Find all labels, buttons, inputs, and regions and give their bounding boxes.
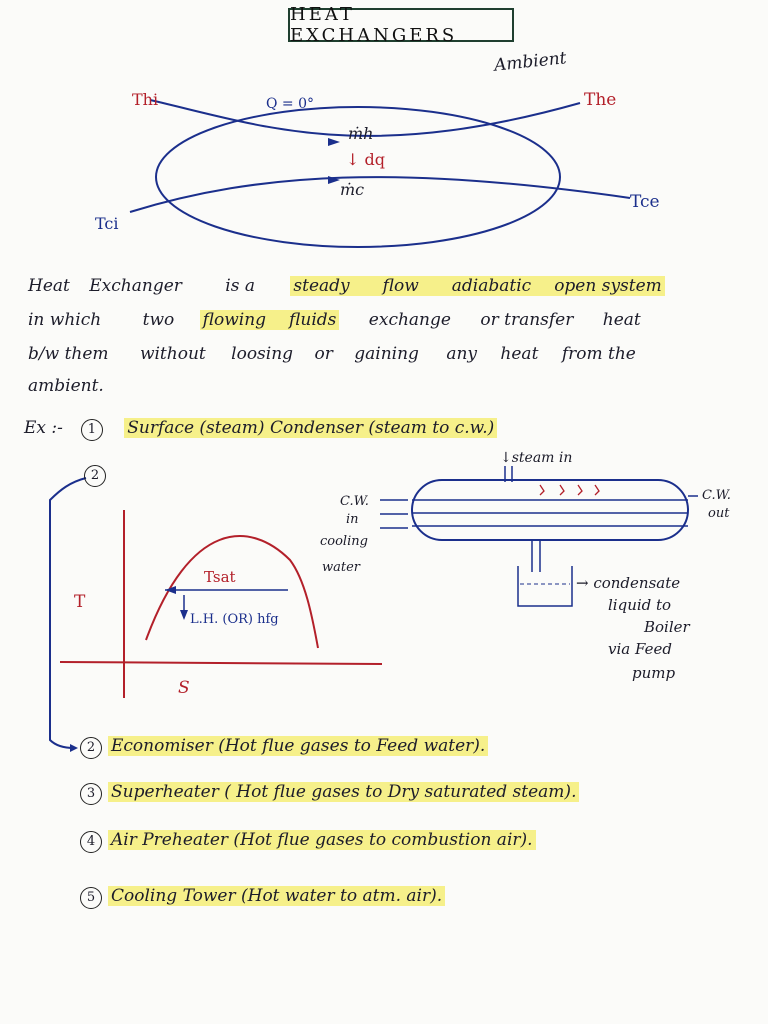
brace-icon <box>50 478 86 748</box>
page-title: HEAT EXCHANGERS <box>288 8 514 42</box>
ambient-label: Ambient <box>493 48 568 76</box>
condensate-label-3: Boiler <box>644 618 690 636</box>
s-axis-line <box>60 662 382 664</box>
tce-label: Tce <box>630 192 660 212</box>
t-axis-label: T <box>74 592 86 612</box>
cw-in-label-4: water <box>322 560 361 575</box>
definition-line-2: in which two flowing fluids exchange or transfer heat <box>28 310 641 330</box>
cold-stream-line <box>130 177 630 212</box>
brace-number-label: 2 <box>84 464 112 487</box>
mh-label: ṁh <box>348 124 374 143</box>
mc-label: ṁc <box>340 180 365 199</box>
definition-line-4: ambient. <box>28 376 104 396</box>
tsat-label: Tsat <box>204 568 236 586</box>
example-5: 5 Cooling Tower (Hot water to atm. air). <box>80 886 445 909</box>
cw-in-label-3: cooling <box>320 534 368 549</box>
thi-label: Thi <box>132 90 159 109</box>
example-3: 3 Superheater ( Hot flue gases to Dry saturated steam). <box>80 782 579 805</box>
steam-arrows-icon <box>540 485 599 495</box>
hotwell-tank <box>518 566 572 606</box>
lh-arrow-icon <box>180 610 188 620</box>
example-2: 2 Economiser (Hot flue gases to Feed water). <box>80 736 488 759</box>
cw-in-label-2: in <box>346 512 359 527</box>
dq-label: ↓ dq <box>346 150 385 169</box>
example-1: Ex :- 1 Surface (steam) Condenser (steam to c.w.) <box>24 418 497 441</box>
the-label: The <box>584 90 617 110</box>
condensate-label-5: pump <box>632 664 676 682</box>
brace-arrow-icon <box>70 744 78 752</box>
example-4: 4 Air Preheater (Hot flue gases to combustion air). <box>80 830 536 853</box>
cw-out-label-2: out <box>708 506 730 521</box>
condensate-label-1: → condensate <box>576 574 681 592</box>
s-axis-label: S <box>178 678 190 698</box>
lh-label: L.H. (OR) hfg <box>190 612 279 627</box>
q-zero-label: Q = 0° <box>266 96 315 112</box>
steam-in-label: ↓steam in <box>500 450 573 466</box>
hot-arrow-icon <box>328 138 340 146</box>
condensate-label-2: liquid to <box>608 596 672 614</box>
condensate-label-4: via Feed <box>608 640 672 658</box>
tci-label: Tci <box>95 214 119 233</box>
condenser-shell <box>412 480 688 540</box>
definition-line-1: Heat Exchanger is a steady flow adiabatic open system <box>28 276 748 296</box>
cw-in-label-1: C.W. <box>340 494 369 509</box>
definition-line-3: b/w them without loosing or gaining any heat from the <box>28 344 636 364</box>
cw-out-label-1: C.W. <box>702 488 731 503</box>
